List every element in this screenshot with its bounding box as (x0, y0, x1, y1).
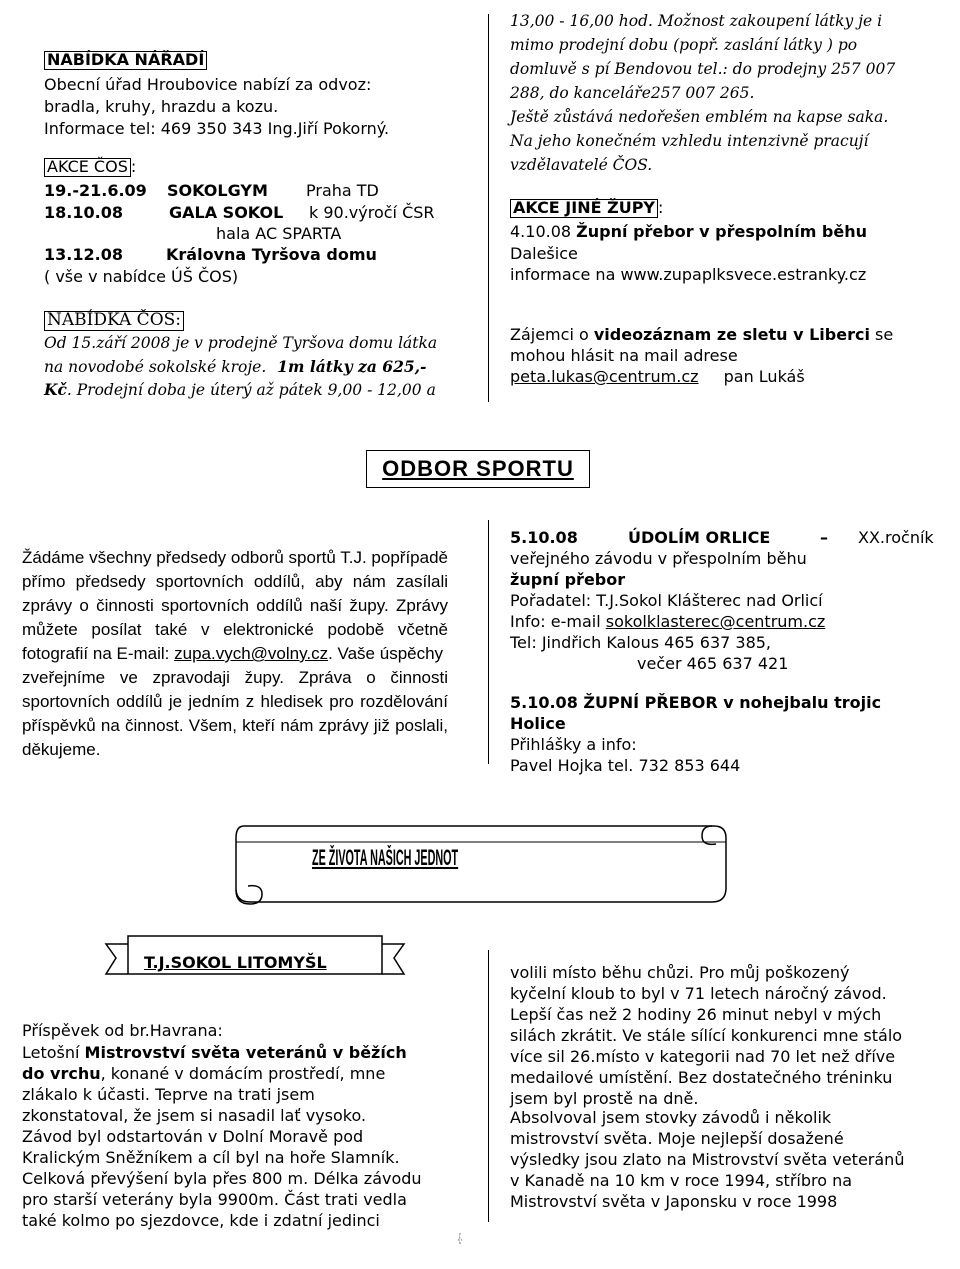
odbor-line: děkujeme. (22, 740, 101, 759)
column-divider (488, 950, 489, 1222)
odbor-line: fotografií na E-mail: zupa.vych@volny.cz. Vaše úspěchy (22, 644, 444, 663)
article-line: mistrovství světa. Moje nejlepší dosažené (510, 1129, 844, 1148)
zivota-title: ZE ŽIVOTA NAŠICH JEDNOT (312, 845, 459, 870)
akce-line: hala AC SPARTA (216, 224, 342, 243)
article-line: Lepší čas než 2 hodiny 26 minut nebyl v mých (510, 1005, 882, 1024)
article-line: Mistrovství světa v Japonsku v roce 1998 (510, 1192, 838, 1211)
article-line: zlákalo k účasti. Teprve na trati jsem (22, 1085, 315, 1104)
column-divider (488, 520, 489, 764)
article-line: do vrchu, konané v domácím prostředí, mne (22, 1064, 386, 1083)
event2-title: 5.10.08 ŽUPNÍ PŘEBOR v nohejbalu trojic (510, 693, 882, 712)
odbor-line: zprávy o činnosti sportovních oddílů naší župy. Zprávy (22, 596, 448, 615)
odbor-sportu-banner: ODBOR SPORTU (366, 450, 590, 488)
article-line: více sil 26.místo v kategorii nad 70 let než dříve (510, 1047, 896, 1066)
italic-line: Na jeho konečném vzhledu intenzivně pracují (510, 132, 869, 150)
article-line: výsledky jsou zlato na Mistrovství světa veteránů (510, 1150, 905, 1169)
article-line: Závod byl odstartován v Dolní Moravě pod (22, 1127, 364, 1146)
naradi-title: NABÍDKA NÁŘADÍ (44, 50, 207, 70)
article-line: Kralickým Sněžníkem a cíl byl na hoře Slamník. (22, 1148, 400, 1167)
event1-line: Tel: Jindřich Kalous 465 637 385, (510, 633, 772, 652)
event1-title: 5.10.08 ÚDOLÍM ORLICE – XX.ročník (510, 528, 934, 547)
litomysl-title: T.J.SOKOL LITOMYŠL (144, 953, 327, 972)
event1-line: večer 465 637 421 (637, 654, 789, 673)
article-line: kyčelní kloub to byl v 71 letech náročný závod. (510, 984, 887, 1003)
akce-jine-title: AKCE JINÉ ŽUPY : (510, 198, 663, 218)
akce-jine-info: informace na www.zupaplksvece.estranky.cz (510, 265, 867, 284)
scroll-banner-shape (226, 818, 736, 912)
article-line: v Kanadě na 10 km v roce 1994, stříbro na (510, 1171, 853, 1190)
article-line: zkonstatoval, že jsem si nasadil lať vysoko. (22, 1106, 367, 1125)
event1-line: Pořadatel: T.J.Sokol Klášterec nad Orlicí (510, 591, 823, 610)
article-line: Celková převýšení byla přes 800 m. Délka závodu (22, 1169, 422, 1188)
odbor-line: můžete posílat také v elektronické podobě včetně (22, 620, 448, 639)
zajemci-line: peta.lukas@centrum.cz pan Lukáš (510, 367, 805, 386)
nabidka-line: na novodobé sokolské kroje. 1m látky za 625,- (44, 357, 427, 376)
nabidka-line: Kč. Prodejní doba je úterý až pátek 9,00 - 12,00 a (44, 380, 436, 399)
article-line: Absolvoval jsem stovky závodů i několik (510, 1108, 832, 1127)
odbor-line: sportovních oddílů je jedním z hledisek pro rozdělování (22, 692, 448, 711)
event1-line: veřejného závodu v přespolním běhu (510, 549, 807, 568)
odbor-line: příspěvků na činnost. Všem, kteří nám zprávy již poslali, (22, 716, 448, 735)
odbor-email-link[interactable]: zupa.vych@volny.cz (174, 644, 329, 663)
column-divider (488, 14, 489, 402)
odbor-line: zveřejníme ve zpravodaji župy. Zpráva o činnosti (22, 668, 448, 687)
zajemci-line: mohou hlásit na mail adrese (510, 346, 738, 365)
event1-line: župní přebor (510, 570, 626, 589)
article-line: volili místo běhu chůzi. Pro můj poškozený (510, 963, 850, 982)
akce-line: 18.10.08 GALA SOKOL k 90.výročí ČSR (44, 203, 435, 222)
italic-line: Ještě zůstává nedořešen emblém na kapse saka. (510, 108, 889, 126)
akce-jine-event: 4.10.08 Župní přebor v přespolním běhu (510, 222, 868, 241)
italic-line: vzdělavatelé ČOS. (510, 156, 653, 174)
odbor-line: Žádáme všechny předsedy odborů sportů T.J. popřípadě (22, 548, 448, 567)
naradi-line: Informace tel: 469 350 343 Ing.Jiří Pokorný. (44, 119, 390, 138)
akce-line: 13.12.08 Královna Tyršova domu (44, 245, 377, 264)
italic-line: domluvě s pí Bendovou tel.: do prodejny 257 007 (510, 60, 896, 78)
article-line: silách zkrátit. Ve stále sílící konkurenci mne stálo (510, 1026, 903, 1045)
naradi-line: Obecní úřad Hroubovice nabízí za odvoz: (44, 75, 372, 94)
article-author: Příspěvek od br.Havrana: (22, 1021, 223, 1040)
zajemci-line: Zájemci o videozáznam ze sletu v Liberci se (510, 325, 894, 344)
article-line: pro starší veterány byla 9900m. Část trati vedla (22, 1190, 407, 1209)
naradi-line: bradla, kruhy, hrazdu a kozu. (44, 97, 279, 116)
article-line: také kolmo po sjezdovce, kde i zdatní jedinci (22, 1211, 380, 1230)
akce-cos-title: AKCE ČOS : (44, 157, 136, 177)
event2-place: Holice (510, 714, 566, 733)
akce-line: ( vše v nabídce ÚŠ ČOS) (44, 267, 239, 286)
italic-line: 288, do kanceláře257 007 265. (510, 84, 755, 102)
article-line: jsem byl prostě na dně. (510, 1089, 699, 1108)
nabidka-cos-title: NABÍDKA ČOS: (44, 310, 184, 331)
event2-line: Přihlášky a info: (510, 735, 637, 754)
nabidka-line: Od 15.září 2008 je v prodejně Tyršova domu látka (44, 334, 438, 352)
article-line: medailové umístění. Bez dostatečného tréninku (510, 1068, 893, 1087)
event1-mail-link[interactable]: sokolklasterec@centrum.cz (605, 612, 826, 631)
italic-line: 13,00 - 16,00 hod. Možnost zakoupení látky je i (510, 12, 883, 30)
article-line: Letošní Mistrovství světa veteránů v běžích (22, 1043, 407, 1062)
page-number: - 3 - (458, 1230, 462, 1248)
zajemci-mail-link[interactable]: peta.lukas@centrum.cz (510, 367, 699, 386)
akce-line: 19.-21.6.09 SOKOLGYM Praha TD (44, 181, 379, 200)
odbor-line: přímo předsedy sportovních oddílů, aby nám zasílali (22, 572, 448, 591)
event2-line: Pavel Hojka tel. 732 853 644 (510, 756, 741, 775)
akce-jine-place: Dalešice (510, 244, 578, 263)
italic-line: mimo prodejní dobu (popř. zaslání látky ) po (510, 36, 858, 54)
event1-line: Info: e-mail sokolklasterec@centrum.cz (510, 612, 826, 631)
